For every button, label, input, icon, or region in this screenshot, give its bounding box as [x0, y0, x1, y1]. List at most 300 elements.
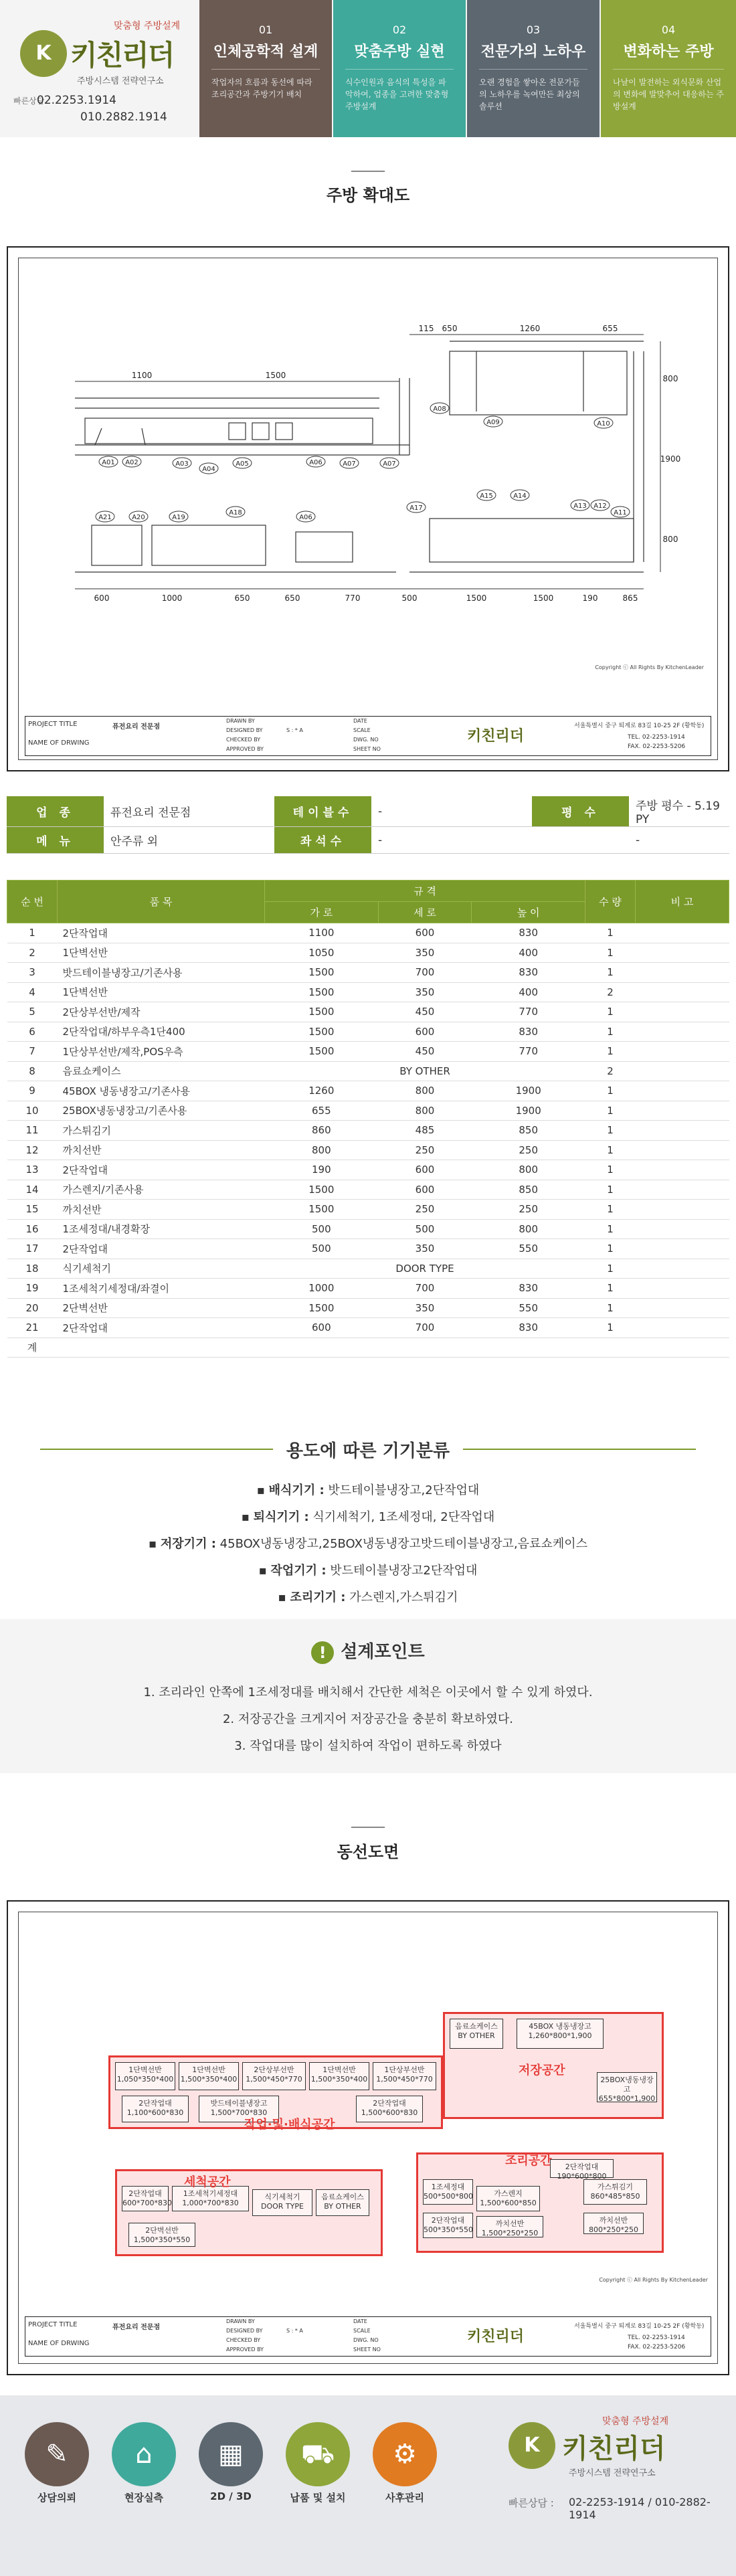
tag-a15: A15 — [480, 492, 493, 500]
table-row — [7, 1140, 729, 1160]
table-row — [7, 1002, 729, 1022]
cell-height: 850 — [472, 1180, 585, 1200]
dim-side-3: 800 — [662, 535, 678, 544]
cell-qty: 1 — [585, 1121, 636, 1141]
tb-drawn-by: DRAWN BY — [226, 718, 255, 724]
plan-box: 까치선반 1,500*250*250 — [476, 2216, 543, 2237]
cell-height: 550 — [472, 1239, 585, 1259]
plan-box: 가스렌지 1,500*600*850 — [476, 2186, 540, 2211]
class-key: 작업기기 : — [270, 1564, 327, 1578]
table-row — [7, 982, 729, 1002]
cell-no: 14 — [7, 1180, 58, 1200]
cell-no: 11 — [7, 1121, 58, 1141]
cell-no: 18 — [7, 1259, 58, 1279]
tag-a01: A01 — [102, 459, 115, 466]
step-num: 03 — [526, 23, 541, 36]
design-point-section — [0, 1619, 736, 1773]
cell-note — [636, 1022, 729, 1042]
zone-washing — [115, 2169, 383, 2256]
footer-label: 2D / 3D — [210, 2490, 252, 2502]
brand-logo[interactable] — [13, 13, 187, 124]
cell-width — [265, 1338, 379, 1358]
cell-width: 1500 — [265, 1002, 379, 1022]
tag-a19: A19 — [172, 514, 185, 521]
cell-height: 400 — [472, 943, 585, 963]
step-04 — [601, 0, 736, 137]
cell-no: 15 — [7, 1200, 58, 1220]
plan-box: 2단작업대 600*700*830 — [122, 2186, 169, 2211]
spec-body — [7, 923, 729, 1358]
label-menu: 메 뉴 — [7, 827, 104, 854]
measure-icon: ⌂ — [112, 2422, 176, 2486]
cell-qty: 2 — [585, 982, 636, 1002]
tag-a14: A14 — [513, 492, 527, 500]
classification-title — [0, 1437, 736, 1462]
phone-1[interactable]: 02.2253.1914 — [37, 94, 116, 107]
dim-bottom-4: 650 — [284, 593, 300, 603]
title-block — [25, 716, 711, 756]
table-row — [7, 1180, 729, 1200]
footer-label: 현장실측 — [124, 2492, 163, 2504]
equipment-spec-table — [7, 880, 729, 1358]
cell-qty: 1 — [585, 963, 636, 983]
tb-brand: 키친리더 — [467, 728, 525, 745]
cell-width: 500 — [265, 1239, 379, 1259]
cell-height: 830 — [472, 963, 585, 983]
plan-dimensions — [75, 324, 680, 603]
cell-height: 800 — [472, 1160, 585, 1180]
cell-note — [636, 1081, 729, 1101]
cell-qty: 1 — [585, 1022, 636, 1042]
tb-dwg-no: DWG. NO — [353, 2337, 379, 2343]
tag-a07: A07 — [343, 460, 356, 468]
cell-item: 2단작업대 — [58, 1239, 265, 1259]
tb-scale: SCALE — [353, 2328, 371, 2334]
logo-mark-icon: K — [20, 30, 67, 77]
plan-box: 1단벽선반 1,050*350*400 — [115, 2062, 175, 2090]
table-row — [7, 1338, 729, 1358]
dim-top-1: 1100 — [131, 371, 153, 380]
cell-height: 250 — [472, 1200, 585, 1220]
brand-tag: 맞춤형 주방설계 — [114, 21, 181, 31]
label-business: 업 종 — [7, 796, 104, 827]
cell-item: 2단작업대 — [58, 1160, 265, 1180]
cell-qty: 2 — [585, 1061, 636, 1081]
tb-project-value: 퓨전요리 전문점 — [112, 2324, 161, 2331]
cell-depth: 350 — [378, 982, 472, 1002]
step-title: 변화하는 주방 — [623, 43, 714, 60]
footer-label: 납품 및 설치 — [290, 2492, 346, 2504]
tag-a06: A06 — [309, 459, 323, 466]
copyright-text: Copyright ⓒ All Rights By KitchenLeader — [595, 664, 704, 670]
dim-side-1: 800 — [662, 374, 678, 383]
phone-2[interactable]: 010.2882.1914 — [80, 110, 167, 124]
tb-brand: 키친리더 — [467, 2328, 525, 2345]
class-key: 저장기기 : — [160, 1537, 216, 1551]
cell-height: 770 — [472, 1042, 585, 1062]
cell-qty: 1 — [585, 1160, 636, 1180]
tag-a09: A09 — [486, 419, 500, 426]
table-row — [7, 1219, 729, 1239]
tag-a13: A13 — [573, 502, 587, 510]
cell-note — [636, 1140, 729, 1160]
dim-bottom-5: 770 — [345, 593, 361, 603]
class-key: 배식기기 : — [268, 1483, 325, 1497]
tag-a07b: A07 — [383, 460, 396, 468]
brand-name: 키친리더 — [70, 39, 174, 72]
dim-bottom-8: 1500 — [533, 593, 554, 603]
plan-box: 1단벽선반 1,500*350*400 — [309, 2062, 369, 2090]
tag-a05: A05 — [236, 460, 249, 468]
cell-note — [636, 1219, 729, 1239]
cell-width: 1500 — [265, 982, 379, 1002]
cell-width: 1500 — [265, 1042, 379, 1062]
cell-qty — [585, 1338, 636, 1358]
table-row — [7, 1160, 729, 1180]
tb-address: 서울특별시 중구 퇴계로 83길 10-25 2F (황학동) — [574, 2323, 705, 2330]
section-title-enlarged: 주방 확대도 — [326, 186, 410, 205]
cell-qty: 1 — [585, 1219, 636, 1239]
th-qty: 수 량 — [585, 881, 636, 923]
cell-item — [58, 1338, 265, 1358]
cell-no: 3 — [7, 963, 58, 983]
design-point-2: 2. 저장공간을 크게지어 저장공간을 충분히 확보하였다. — [222, 1712, 514, 1726]
plan-box: 음료쇼케이스 BY OTHER — [316, 2189, 369, 2216]
section-title-flow: 동선도면 — [337, 1843, 399, 1861]
cell-item: 2단상부선반/제작 — [58, 1002, 265, 1022]
tag-a04: A04 — [202, 466, 215, 473]
cell-depth: 600 — [378, 923, 472, 943]
table-row — [7, 1200, 729, 1220]
class-item-return: ▪ 퇴식기기 : 식기세척기, 1조세정대, 2단작업대 — [241, 1510, 495, 1524]
plan-box: 가스튀김기 860*485*850 — [583, 2179, 647, 2205]
cell-no: 19 — [7, 1279, 58, 1299]
footer-brand-name: 키친리더 — [562, 2433, 666, 2464]
cell-depth: 485 — [378, 1121, 472, 1141]
cell-height: 770 — [472, 1002, 585, 1022]
phone-label: 빠른상담 — [13, 96, 45, 106]
footer-logo-mark-icon: K — [509, 2422, 555, 2469]
cell-height: 1900 — [472, 1101, 585, 1121]
tb-scale: SCALE — [353, 727, 371, 733]
tb-checked-by: CHECKED BY — [226, 2337, 261, 2343]
tb-date: DATE — [353, 2318, 367, 2324]
cell-spec: BY OTHER — [265, 1061, 585, 1081]
cell-depth: 600 — [378, 1022, 472, 1042]
cell-note — [636, 1042, 729, 1062]
cell-item: 까치선반 — [58, 1140, 265, 1160]
cell-note — [636, 1002, 729, 1022]
project-info-table — [7, 796, 729, 854]
dim-top-2: 1500 — [265, 371, 286, 380]
plan-box: 25BOX냉동냉장고 655*800*1,900 — [597, 2072, 657, 2102]
cell-depth: 250 — [378, 1140, 472, 1160]
value-extra: - — [629, 827, 729, 854]
cell-item: 2단벽선반 — [58, 1298, 265, 1318]
table-row — [7, 1298, 729, 1318]
tag-a11: A11 — [614, 509, 627, 517]
cell-no: 8 — [7, 1061, 58, 1081]
class-item-storage: ▪ 저장기기 : 45BOX냉동냉장고,25BOX냉동냉장고밧드테이블냉장고,음료쇼케이스 — [148, 1537, 587, 1551]
plan-box: 1조세척기세정대 1,000*700*830 — [172, 2186, 249, 2211]
tb-project-title-label: PROJECT TITLE — [28, 2321, 78, 2328]
tag-a12: A12 — [593, 502, 607, 510]
flow-plan-drawing — [7, 1900, 729, 2375]
tb-approved-by: APPROVED BY — [226, 2347, 264, 2353]
plan-box: 45BOX 냉동냉장고 1,260*800*1,900 — [517, 2019, 604, 2049]
tb-project-value: 퓨전요리 전문점 — [112, 723, 161, 731]
plan-box: 2단작업대 1,100*600*830 — [122, 2096, 189, 2122]
tb-tel: TEL. 02-2253-1914 — [628, 734, 685, 741]
cell-note — [636, 1061, 729, 1081]
header — [0, 0, 736, 137]
plan-box: 1단벽선반 1,500*350*400 — [179, 2062, 239, 2090]
plan-box: 2단작업대 190*600*800 — [550, 2159, 614, 2178]
cell-item: 45BOX 냉동냉장고/기존사용 — [58, 1081, 265, 1101]
cell-no: 5 — [7, 1002, 58, 1022]
tb-fax: FAX. 02-2253-5206 — [628, 743, 686, 750]
zone-cooking — [416, 2152, 664, 2253]
table-row — [7, 923, 729, 943]
drawing-frame — [18, 1912, 718, 2364]
cell-note — [636, 963, 729, 983]
tag-a06b: A06 — [299, 514, 312, 521]
value-menu: 안주류 외 — [104, 827, 274, 854]
cell-height: 800 — [472, 1219, 585, 1239]
step-num: 02 — [392, 23, 407, 36]
dim-bottom-10: 865 — [622, 593, 638, 603]
cell-qty: 1 — [585, 1180, 636, 1200]
footer — [0, 2395, 736, 2576]
cell-depth: 500 — [378, 1219, 472, 1239]
plan-box: 2단벽선반 1,500*350*550 — [128, 2223, 195, 2247]
cell-qty: 1 — [585, 1298, 636, 1318]
step-title: 전문가의 노하우 — [480, 43, 586, 60]
cell-note — [636, 923, 729, 943]
kitchen-plan-drawing — [7, 246, 729, 771]
tb-project-title-label: PROJECT TITLE — [28, 721, 78, 728]
cell-height: 550 — [472, 1298, 585, 1318]
table-row — [7, 1101, 729, 1121]
label-seats: 좌석수 — [274, 827, 371, 854]
cell-item: 2단작업대/하부우측1단400 — [58, 1022, 265, 1042]
cell-width: 1000 — [265, 1279, 379, 1299]
footer-phones[interactable]: 02-2253-1914 / 010-2882-1914 — [569, 2496, 711, 2521]
tag-a08: A08 — [433, 405, 446, 413]
cell-no: 16 — [7, 1219, 58, 1239]
cell-item: 1단벽선반 — [58, 982, 265, 1002]
table-row — [7, 1259, 729, 1279]
step-desc: 작업자의 흐름과 동선에 따라 조리공간과 주방기기 배치 — [211, 69, 320, 100]
tb-scale-value: S : * A — [286, 727, 303, 733]
value-blank — [532, 827, 629, 854]
cell-qty: 1 — [585, 1318, 636, 1338]
dim-bottom-2: 1000 — [161, 593, 183, 603]
step-02 — [333, 0, 466, 137]
cell-height — [472, 1338, 585, 1358]
step-title: 인체공학적 설계 — [213, 43, 318, 60]
cell-width: 1260 — [265, 1081, 379, 1101]
plan-box: 밧드테이블냉장고 1,500*700*830 — [199, 2096, 279, 2122]
tb-approved-by: APPROVED BY — [226, 746, 264, 752]
tb-dwg-no: DWG. NO — [353, 737, 379, 743]
table-row — [7, 1061, 729, 1081]
class-value: 밧드테이블냉장고,2단작업대 — [328, 1483, 480, 1497]
footer-phone-label: 빠른상담 : — [509, 2497, 554, 2509]
section-divider — [351, 1827, 385, 1828]
value-business: 퓨전요리 전문점 — [104, 796, 274, 827]
plan-box: 식기세척기 DOOR TYPE — [252, 2189, 312, 2216]
cell-height: 1900 — [472, 1081, 585, 1101]
tb-tel: TEL. 02-2253-1914 — [628, 2334, 685, 2341]
tb-designed-by: DESIGNED BY — [226, 727, 263, 733]
table-row — [7, 1081, 729, 1101]
brand-sub: 주방시스템 전략연구소 — [77, 76, 164, 86]
cell-height: 400 — [472, 982, 585, 1002]
tag-a17: A17 — [409, 504, 423, 512]
cell-note — [636, 1279, 729, 1299]
cell-note — [636, 1101, 729, 1121]
cell-depth: 250 — [378, 1200, 472, 1220]
design-point-title-text: 설계포인트 — [341, 1642, 425, 1662]
cell-no: 21 — [7, 1318, 58, 1338]
cell-width: 1500 — [265, 1200, 379, 1220]
cell-item: 1조세정대/내경확장 — [58, 1219, 265, 1239]
cell-item: 2단작업대 — [58, 1318, 265, 1338]
cell-qty: 1 — [585, 1002, 636, 1022]
zone-label: 조리공간 — [505, 2154, 552, 2168]
cell-no: 20 — [7, 1298, 58, 1318]
cell-width: 655 — [265, 1101, 379, 1121]
cell-width: 1100 — [265, 923, 379, 943]
step-01 — [199, 0, 332, 137]
value-seats: - — [371, 827, 532, 854]
step-desc: 식수인원과 음식의 특성을 파악하여, 업종을 고려한 맞춤형 주방설계 — [345, 69, 454, 112]
th-height: 높 이 — [472, 902, 585, 923]
cell-width: 1050 — [265, 943, 379, 963]
cell-item: 가스렌지/기존사용 — [58, 1180, 265, 1200]
cell-height: 250 — [472, 1140, 585, 1160]
cell-width: 1500 — [265, 1022, 379, 1042]
cell-note — [636, 1200, 729, 1220]
cell-no: 12 — [7, 1140, 58, 1160]
cell-depth: 700 — [378, 1279, 472, 1299]
cell-qty: 1 — [585, 923, 636, 943]
tb-scale-value: S : * A — [286, 2328, 303, 2334]
class-key: 퇴식기기 : — [253, 1510, 309, 1524]
cell-depth: 800 — [378, 1101, 472, 1121]
tb-checked-by: CHECKED BY — [226, 737, 261, 743]
label-tables: 테이블수 — [274, 796, 371, 827]
cell-width: 1500 — [265, 1298, 379, 1318]
plan-box: 2단상부선반 1,500*450*770 — [242, 2062, 306, 2090]
cell-item: 2단작업대 — [58, 923, 265, 943]
plan-tag-labels — [98, 405, 627, 521]
footer-brand-sub: 주방시스템 전략연구소 — [569, 2468, 656, 2478]
cell-spec: DOOR TYPE — [265, 1259, 585, 1279]
step-num: 04 — [661, 23, 676, 36]
cell-no: 계 — [7, 1338, 58, 1358]
cell-item: 음료쇼케이스 — [58, 1061, 265, 1081]
cell-depth: 450 — [378, 1042, 472, 1062]
th-depth: 세 로 — [378, 902, 472, 923]
cell-no: 17 — [7, 1239, 58, 1259]
class-value: 식기세척기, 1조세정대, 2단작업대 — [312, 1510, 495, 1524]
tb-sheet-no: SHEET NO — [353, 746, 381, 752]
gear-icon: ⚙ — [373, 2422, 437, 2486]
cell-height: 830 — [472, 1279, 585, 1299]
cell-depth — [378, 1338, 472, 1358]
dim-side-2: 1900 — [660, 454, 681, 464]
cell-note — [636, 1259, 729, 1279]
dim-top-4: 650 — [442, 324, 458, 333]
cell-no: 10 — [7, 1101, 58, 1121]
cell-depth: 450 — [378, 1002, 472, 1022]
cell-height: 830 — [472, 923, 585, 943]
th-note: 비 고 — [636, 881, 729, 923]
footer-delivery[interactable] — [281, 2422, 355, 2504]
footer-site-measure[interactable] — [107, 2422, 181, 2504]
tag-a21: A21 — [98, 514, 112, 521]
tb-address: 서울특별시 중구 퇴계로 83길 10-25 2F (황학동) — [574, 723, 705, 729]
footer-2d3d[interactable] — [194, 2422, 268, 2502]
design-point-title — [0, 1638, 736, 1664]
class-item-work: ▪ 작업기기 : 밧드테이블냉장고2단작업대 — [258, 1564, 478, 1578]
tag-a03: A03 — [175, 460, 189, 468]
cell-height: 830 — [472, 1022, 585, 1042]
cell-qty: 1 — [585, 1101, 636, 1121]
cell-note — [636, 1318, 729, 1338]
cell-item: 식기세척기 — [58, 1259, 265, 1279]
plan-svg — [8, 268, 728, 696]
cell-no: 2 — [7, 943, 58, 963]
cell-width: 600 — [265, 1318, 379, 1338]
cell-width: 1500 — [265, 963, 379, 983]
th-width: 가 로 — [265, 902, 379, 923]
cell-height: 850 — [472, 1121, 585, 1141]
tb-sheet-no: SHEET NO — [353, 2347, 381, 2353]
dim-bottom-6: 500 — [401, 593, 418, 603]
zone-label: 작업·및·배식공간 — [244, 2118, 335, 2132]
title-block — [25, 2316, 711, 2357]
zone-label: 세척공간 — [184, 2175, 231, 2189]
cell-item: 25BOX냉동냉장고/기존사용 — [58, 1101, 265, 1121]
cell-qty: 1 — [585, 1140, 636, 1160]
cell-no: 7 — [7, 1042, 58, 1062]
footer-aftercare[interactable] — [368, 2422, 442, 2504]
cell-note — [636, 1239, 729, 1259]
plan-box: 1단상부선반 1,500*450*770 — [373, 2062, 436, 2090]
table-row — [7, 1121, 729, 1141]
plan-box: 음료쇼케이스 BY OTHER — [450, 2019, 503, 2049]
tag-a10: A10 — [597, 420, 610, 428]
tb-fax: FAX. 02-2253-5206 — [628, 2344, 686, 2351]
cell-item: 1조세척기세정대/좌결이 — [58, 1279, 265, 1299]
step-title: 맞춤주방 실현 — [354, 43, 445, 60]
cell-item: 가스튀김기 — [58, 1121, 265, 1141]
dim-top-6: 655 — [602, 324, 618, 333]
footer-consult[interactable] — [20, 2422, 94, 2504]
cell-height: 830 — [472, 1318, 585, 1338]
plan-box: 까치선반 800*250*250 — [583, 2213, 644, 2234]
exclamation-icon: ! — [311, 1641, 334, 1664]
cell-depth: 350 — [378, 1298, 472, 1318]
cell-note — [636, 982, 729, 1002]
cell-note — [636, 1180, 729, 1200]
dim-bottom-7: 1500 — [466, 593, 487, 603]
table-row — [7, 1318, 729, 1338]
zone-label: 저장공간 — [519, 2063, 565, 2078]
